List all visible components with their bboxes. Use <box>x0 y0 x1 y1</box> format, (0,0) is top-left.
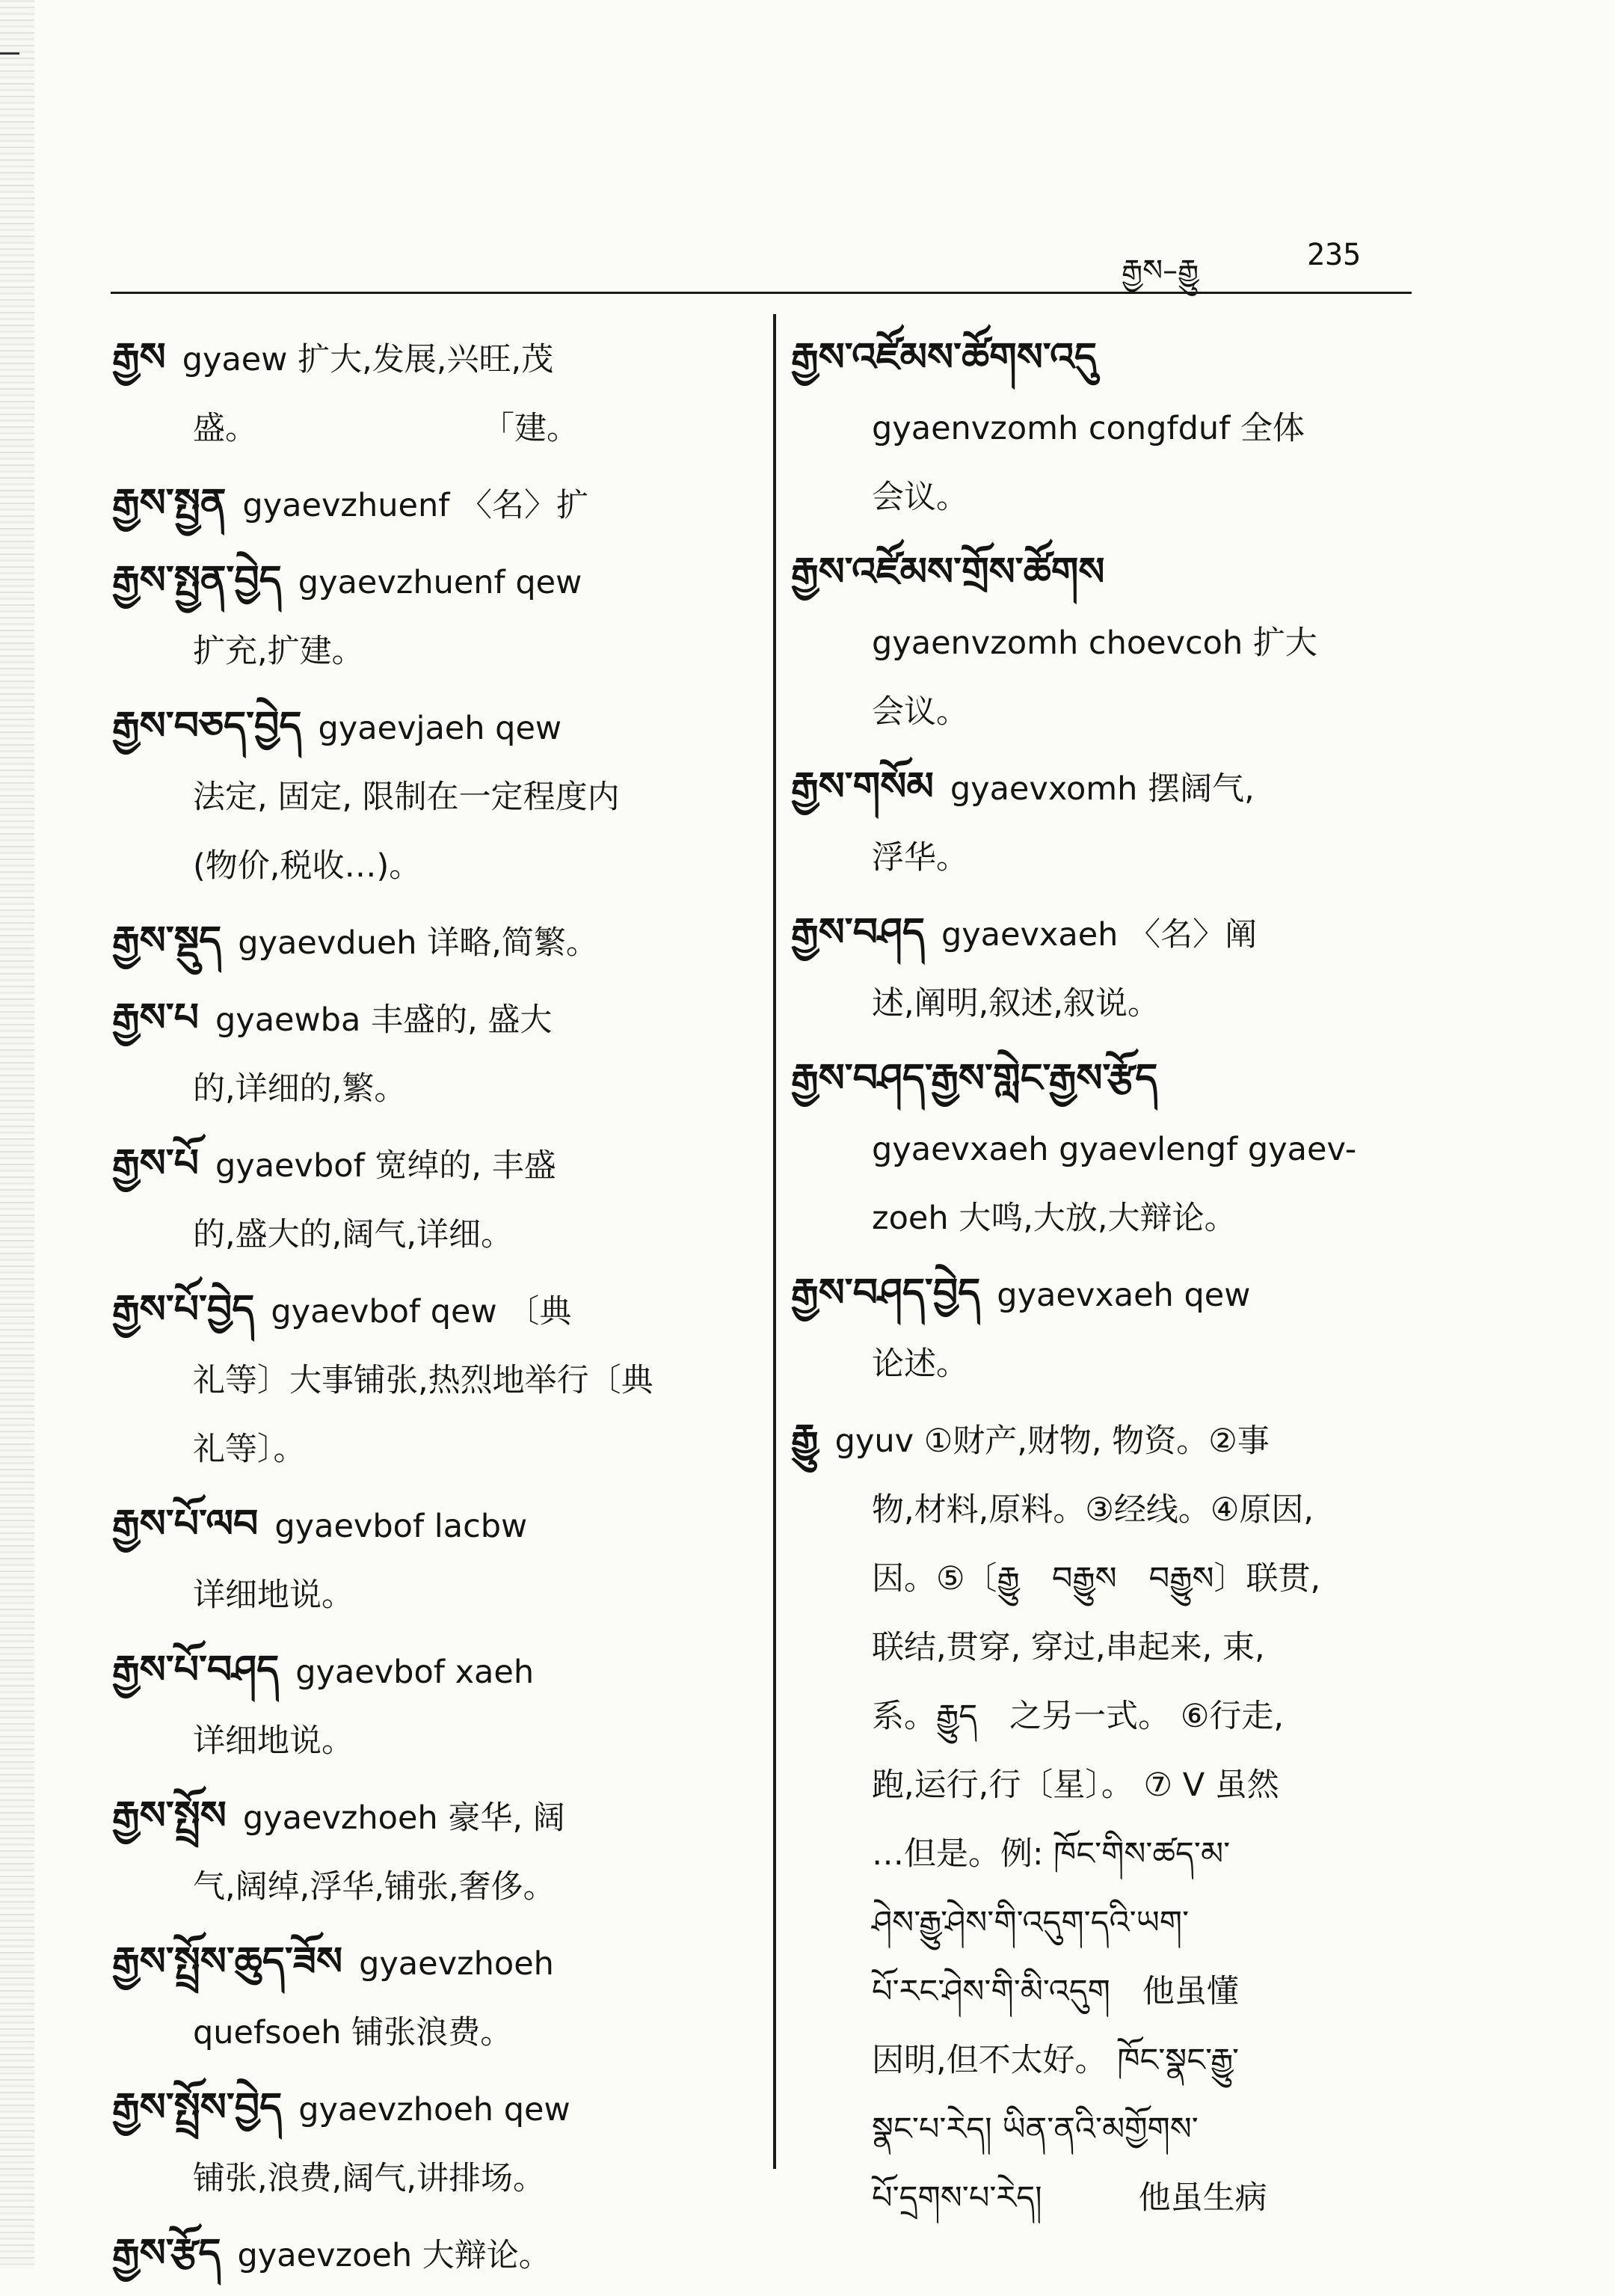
scan-edge-mark <box>0 52 19 55</box>
headword: རྒྱས་སྤྱན་བྱེད <box>112 558 282 603</box>
page-number: 235 <box>1307 238 1362 272</box>
entry-continuation: 因。⑤〔རྒྱུ བརྒྱུས བརྒྱུས〕联贯, <box>872 1560 1321 1597</box>
dictionary-entry <box>112 469 751 540</box>
entry-first-line <box>112 1129 751 1200</box>
entry-continuation: 礼等〕。 <box>193 1431 306 1468</box>
column-divider <box>773 314 776 2169</box>
entry-first-line <box>791 1044 1434 1115</box>
entry-continuation: 盛。 「建。 <box>193 410 579 447</box>
headword: རྒྱས་འཛོམས་ཚོགས་འདུ <box>791 335 1098 380</box>
entry-first-line <box>791 898 1434 969</box>
entry-text: gyaevbof lacbw <box>274 1508 528 1545</box>
entry-continuation: gyaenvzomh choevcoh 扩大 <box>872 624 1317 662</box>
entry-continuation: …但是。例: ཁོང་གིས་ཚད་མ་ <box>872 1835 1231 1873</box>
dictionary-entry <box>791 1259 1434 1399</box>
entry-text: gyaevzhoeh qew <box>298 2091 570 2128</box>
entry-first-line <box>112 1490 751 1561</box>
headword: རྒྱས་འཛོམས་གྲོས་ཚོགས <box>791 550 1105 595</box>
entry-continuation: quefsoeh 铺张浪费。 <box>193 2014 513 2051</box>
headword: རྒྱས་བཤད <box>791 910 925 955</box>
entry-first-line <box>112 1927 751 1998</box>
headword: རྒྱས་སྡུད <box>112 918 222 963</box>
entry-text: gyaevjaeh qew <box>318 710 562 747</box>
headword: རྒྱས <box>112 335 166 380</box>
headword: རྒྱས་སྤྲོས་ཆུད་ཟོས <box>112 1939 343 1984</box>
entry-continuation: 联结,贯穿, 穿过,串起来, 束, <box>872 1629 1265 1666</box>
entry-first-line <box>112 546 751 617</box>
entry-continuation: པོ་དྲགས་པ་རེད། 他虽生病 <box>872 2179 1267 2217</box>
headword: རྒྱས་སྤྲོས་བྱེད <box>112 2085 283 2130</box>
dictionary-entry <box>112 983 751 1123</box>
dictionary-entry <box>112 2073 751 2213</box>
dictionary-entry <box>112 1927 751 2067</box>
header-range: རྒྱས–རྒྱུ <box>1122 254 1199 288</box>
entry-continuation: 述,阐明,叙述,叙说。 <box>872 985 1160 1022</box>
entry-continuation: gyaevxaeh gyaevlengf gyaev- <box>872 1131 1357 1168</box>
dictionary-entry <box>112 906 751 977</box>
entry-first-line <box>112 323 751 394</box>
entry-text: gyaevbof qew 〔典 <box>271 1293 572 1330</box>
entry-text: gyaevxaeh qew <box>997 1277 1251 1314</box>
right-column <box>791 323 1434 2238</box>
page-header <box>1122 236 1406 288</box>
entry-continuation: gyaenvzomh congfduf 全体 <box>872 410 1305 447</box>
dictionary-entry <box>112 1129 751 1269</box>
entry-first-line <box>791 323 1434 394</box>
entry-first-line <box>791 538 1434 609</box>
entry-text: gyaevzhuenf qew <box>298 564 582 601</box>
entry-continuation: སྣང་པ་རེད། ཡིན་ནའི་མགྱོགས་ <box>872 2111 1199 2148</box>
entry-text: gyaevbof xaeh <box>295 1654 535 1691</box>
entry-text: gyaevdueh 详略,简繁。 <box>238 924 598 962</box>
entry-continuation: པོ་རང་ཤེས་གི་མི་འདུག 他虽懂 <box>872 1973 1239 2010</box>
left-column <box>112 323 751 2296</box>
headword: རྒྱུ <box>791 1416 819 1461</box>
headword: རྒྱས་གསོམ <box>791 764 934 809</box>
entry-continuation: 法定, 固定, 限制在一定程度内 <box>193 779 620 816</box>
dictionary-entry <box>112 1275 751 1484</box>
headword: རྒྱས་བཤད་རྒྱས་གླེང་རྒྱས་རྩོད <box>791 1056 1158 1101</box>
dictionary-entry <box>791 538 1434 746</box>
entry-continuation: 会议。 <box>872 479 968 516</box>
entry-first-line <box>112 2073 751 2144</box>
headword: རྒྱས་པོ <box>112 1141 199 1186</box>
entry-text: gyaevzhuenf 〈名〉扩 <box>242 487 589 524</box>
dictionary-entry <box>112 1636 751 1775</box>
entry-first-line <box>112 2219 751 2290</box>
entry-continuation: ཤེས་རྒྱུ་ཤེས་གི་འདུག་དའི་ཡག་ <box>872 1904 1190 1942</box>
entry-text: gyaewba 丰盛的, 盛大 <box>215 1001 553 1039</box>
entry-text: gyaevbof 宽绰的, 丰盛 <box>215 1147 556 1185</box>
dictionary-entry <box>112 2219 751 2290</box>
dictionary-entry <box>791 323 1434 532</box>
entry-continuation: 扩充,扩建。 <box>193 633 364 670</box>
entry-continuation: 系。རྒྱུད 之另一式。 ⑥行走, <box>872 1698 1285 1735</box>
dictionary-entry <box>112 323 751 463</box>
entry-first-line <box>791 1405 1434 1476</box>
headword: རྒྱས་སྤྱན <box>112 481 227 526</box>
entry-first-line <box>791 752 1434 823</box>
entry-continuation: 铺张,浪费,阔气,讲排场。 <box>193 2160 546 2197</box>
dictionary-entry <box>112 546 751 686</box>
entry-continuation: 浮华。 <box>872 839 968 877</box>
entry-first-line <box>112 906 751 977</box>
entry-text: gyaevzoeh 大辩论。 <box>237 2237 551 2274</box>
entry-continuation: 论述。 <box>872 1345 968 1383</box>
entry-continuation: (物价,税收…)。 <box>193 847 422 885</box>
dictionary-entry <box>791 898 1434 1038</box>
entry-continuation: 的,详细的,繁。 <box>193 1070 407 1108</box>
entry-text: gyuv ①财产,财物, 物资。②事 <box>834 1422 1270 1460</box>
entry-first-line <box>112 1636 751 1707</box>
entry-continuation: 跑,运行,行〔星〕。 ⑦ V 虽然 <box>872 1766 1279 1804</box>
entry-first-line <box>112 1275 751 1346</box>
entry-text: gyaew 扩大,发展,兴旺,茂 <box>182 341 554 378</box>
dictionary-entry <box>791 1044 1434 1253</box>
entry-first-line <box>112 983 751 1055</box>
dictionary-entry <box>112 1781 751 1921</box>
headword: རྒྱས་པོ་བྱེད <box>112 1287 255 1332</box>
entry-continuation: 因明,但不太好。 ཁོང་སྣང་རྒྱུ་ <box>872 2042 1240 2079</box>
entry-first-line <box>791 1259 1434 1330</box>
header-rule <box>111 292 1412 294</box>
entry-first-line <box>112 692 751 763</box>
dictionary-entry <box>791 1405 1434 2232</box>
dictionary-entry <box>791 752 1434 892</box>
entry-continuation: 会议。 <box>872 693 968 731</box>
dictionary-entry <box>112 1490 751 1630</box>
entry-continuation: 气,阔绰,浮华,铺张,奢侈。 <box>193 1868 556 1906</box>
headword: རྒྱས་པ <box>112 995 199 1040</box>
entry-continuation: 详细地说。 <box>193 1722 354 1760</box>
entry-first-line <box>112 469 751 540</box>
entry-text: gyaevxaeh 〈名〉阐 <box>941 916 1258 954</box>
entry-text: gyaevxomh 摆阔气, <box>950 770 1255 808</box>
entry-continuation: zoeh 大鸣,大放,大辩论。 <box>872 1200 1237 1237</box>
entry-continuation: 的,盛大的,阔气,详细。 <box>193 1216 514 1253</box>
entry-text: gyaevzhoeh 豪华, 阔 <box>242 1799 565 1837</box>
scan-edge <box>0 0 34 2270</box>
headword: རྒྱས་སྤྲོས <box>112 1793 227 1838</box>
headword: རྒྱས་རྩོད <box>112 2231 221 2276</box>
headword: རྒྱས་བཅད་བྱེད <box>112 704 302 749</box>
headword: རྒྱས་པོ་བཤད <box>112 1648 280 1692</box>
entry-continuation: 礼等〕大事铺张,热烈地举行〔典 <box>193 1362 653 1399</box>
dictionary-entry <box>112 692 751 900</box>
entry-continuation: 详细地说。 <box>193 1577 354 1614</box>
entry-continuation: 物,材料,原料。③经线。④原因, <box>872 1491 1314 1529</box>
entry-first-line <box>112 1781 751 1853</box>
headword: རྒྱས་བཤད་བྱེད <box>791 1271 981 1316</box>
headword: རྒྱས་པོ་ལབ <box>112 1502 259 1547</box>
entry-text: gyaevzhoeh <box>359 1945 554 1983</box>
